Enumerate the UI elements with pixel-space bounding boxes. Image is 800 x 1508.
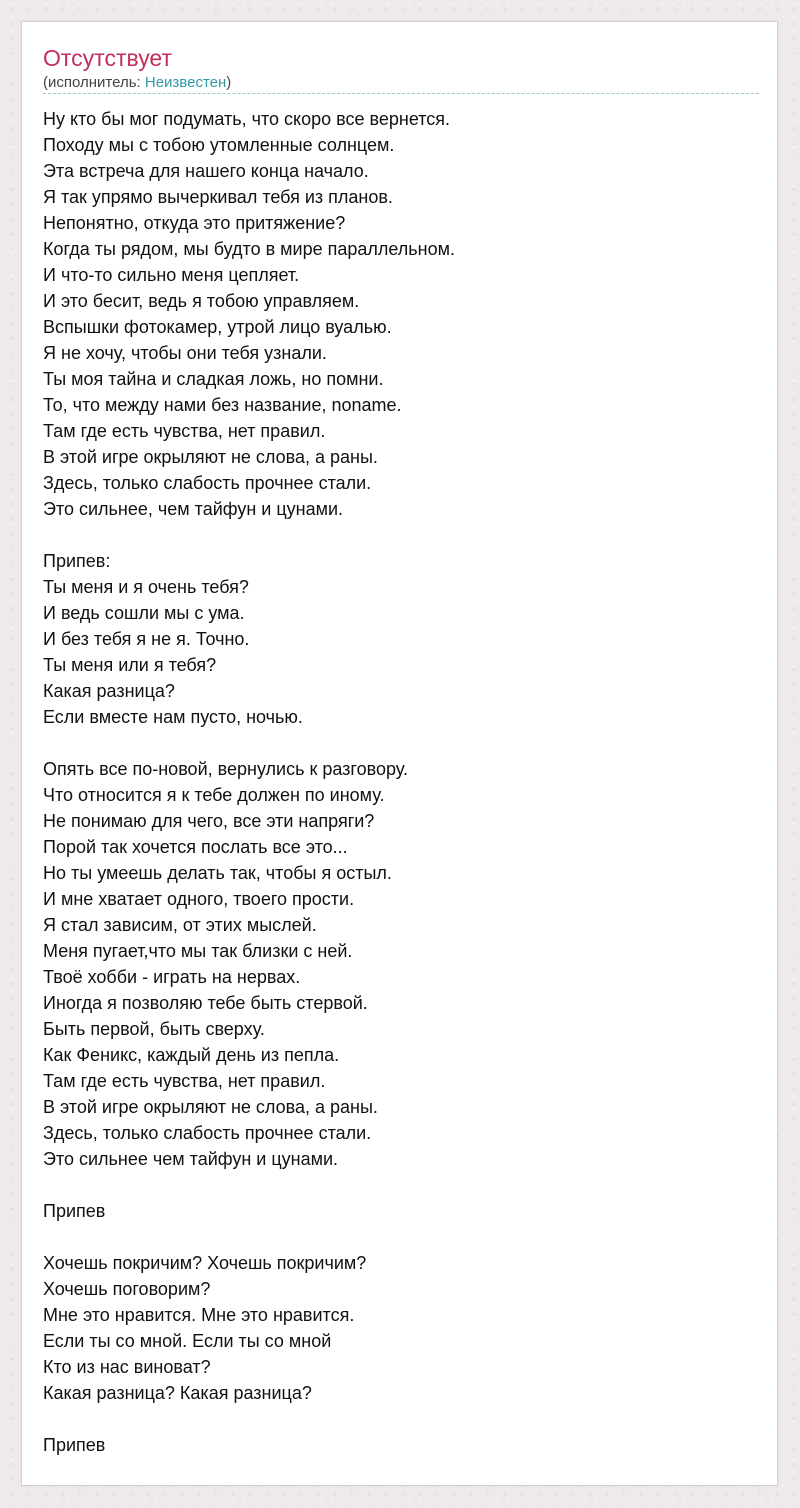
lyric-line: И без тебя я не я. Точно. [43,629,250,649]
lyric-blank-line [43,1224,759,1250]
lyric-line: Что относится я к тебе должен по иному. [43,785,385,805]
lyric-line: Какая разница? [43,681,175,701]
lyric-line: В этой игре окрыляют не слова, а раны. [43,447,378,467]
lyric-line: Мне это нравится. Мне это нравится. [43,1305,355,1325]
lyrics-card [21,21,778,1486]
artist-suffix: ) [226,74,232,91]
lyric-line: Походу мы с тобою утомленные солнцем. [43,135,395,155]
lyric-line: Вспышки фотокамер, утрой лицо вуалью. [43,317,392,337]
lyric-blank-line [43,730,759,756]
artist-prefix: (исполнитель: [43,74,145,91]
lyric-line: Не понимаю для чего, все эти напряги? [43,811,375,831]
lyric-line: Припев [43,1435,106,1455]
lyric-line: Если вместе нам пусто, ночью. [43,707,303,727]
lyric-line: Я не хочу, чтобы они тебя узнали. [43,343,327,363]
title-divider [43,93,759,94]
lyric-line: Меня пугает,что мы так близки с ней. [43,941,353,961]
lyric-line: Я стал зависим, от этих мыслей. [43,915,317,935]
lyric-line: Быть первой, быть сверху. [43,1019,265,1039]
lyric-line: Твоё хобби - играть на нервах. [43,967,301,987]
lyric-line: И это бесит, ведь я тобою управляем. [43,291,360,311]
lyric-line: Это сильнее, чем тайфун и цунами. [43,499,344,519]
lyric-blank-line [43,522,759,548]
lyric-line: И ведь сошли мы с ума. [43,603,245,623]
lyric-line: Это сильнее чем тайфун и цунами. [43,1149,339,1169]
lyric-blank-line [43,1406,759,1432]
lyric-line: Непонятно, откуда это притяжение? [43,213,346,233]
lyric-line: Здесь, только слабость прочнее стали. [43,473,372,493]
lyric-line: Ты меня и я очень тебя? [43,577,249,597]
song-title: Отсутствует [43,45,172,71]
lyric-line: Какая разница? Какая разница? [43,1383,312,1403]
lyric-line: Хочешь поговорим? [43,1279,211,1299]
lyric-line: Как Феникс, каждый день из пепла. [43,1045,340,1065]
lyric-line: Кто из нас виноват? [43,1357,211,1377]
lyrics-text [43,106,759,1458]
lyric-line: Если ты со мной. Если ты со мной [43,1331,332,1351]
lyric-line: Опять все по-новой, вернулись к разговору. [43,759,408,779]
lyric-line: Хочешь покричим? Хочешь покричим? [43,1253,367,1273]
lyric-line: Иногда я позволяю тебе быть стервой. [43,993,368,1013]
lyric-line: В этой игре окрыляют не слова, а раны. [43,1097,378,1117]
lyric-line: Ну кто бы мог подумать, что скоро все вернется. [43,109,451,129]
lyric-line: То, что между нами без название, noname. [43,395,402,415]
lyric-blank-line [43,1172,759,1198]
lyric-line: Порой так хочется послать все это... [43,837,348,857]
artist-link[interactable]: Неизвестен [144,74,227,91]
lyric-line: Здесь, только слабость прочнее стали. [43,1123,372,1143]
lyric-line: Там где есть чувства, нет правил. [43,1071,326,1091]
lyric-line: Когда ты рядом, мы будто в мире параллельном. [43,239,456,259]
lyric-line: Но ты умеешь делать так, чтобы я остыл. [43,863,392,883]
lyric-line: И мне хватает одного, твоего прости. [43,889,355,909]
lyric-line: Припев: [43,551,111,571]
lyric-line: Эта встреча для нашего конца начало. [43,161,369,181]
lyric-line: Я так упрямо вычеркивал тебя из планов. [43,187,393,207]
artist-line [43,74,231,92]
lyric-line: И что-то сильно меня цепляет. [43,265,300,285]
lyric-line: Ты моя тайна и сладкая ложь, но помни. [43,369,384,389]
lyric-line: Там где есть чувства, нет правил. [43,421,326,441]
lyric-line: Припев [43,1201,106,1221]
lyric-line: Ты меня или я тебя? [43,655,217,675]
